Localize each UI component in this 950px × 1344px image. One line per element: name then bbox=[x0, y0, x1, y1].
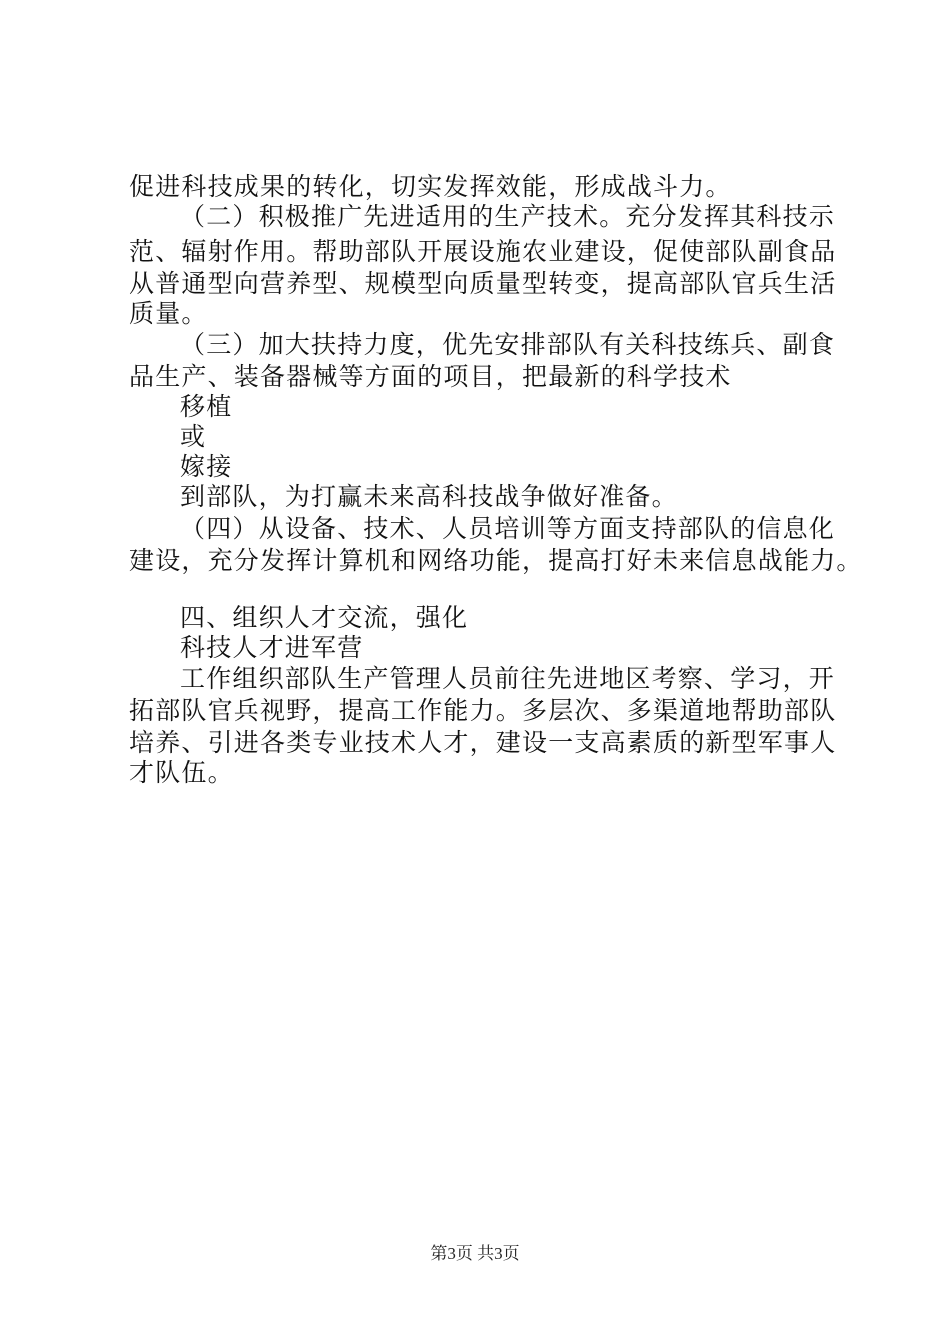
body-line-7: 品生产、装备器械等方面的项目，把最新的科学技术 bbox=[129, 362, 732, 391]
body-line-6: （三）加大扶持力度，优先安排部队有关科技练兵、副食 bbox=[180, 330, 836, 359]
body-line-8: 移植 bbox=[180, 392, 233, 421]
body-line-13: 建设，充分发挥计算机和网络功能，提高打好未来信息战能力。 bbox=[129, 546, 863, 575]
body-line-5: 质量。 bbox=[129, 299, 208, 328]
body-line-1: 促进科技成果的转化，切实发挥效能，形成战斗力。 bbox=[129, 172, 732, 201]
body-line-2: （二）积极推广先进适用的生产技术。充分发挥其科技示 bbox=[180, 202, 836, 231]
body-line-12: （四）从设备、技术、人员培训等方面支持部队的信息化 bbox=[180, 514, 836, 543]
body-line-9: 或 bbox=[180, 422, 207, 451]
body-line-3: 范、辐射作用。帮助部队开展设施农业建设，促使部队副食品 bbox=[129, 237, 837, 266]
section-heading-line-1: 四、组织人才交流，强化 bbox=[180, 603, 469, 632]
body-line-11: 到部队，为打赢未来高科技战争做好准备。 bbox=[180, 482, 678, 511]
body-line-17: 才队伍。 bbox=[129, 758, 234, 787]
body-line-10: 嫁接 bbox=[180, 452, 233, 481]
body-line-14: 工作组织部队生产管理人员前往先进地区考察、学习，开 bbox=[180, 664, 836, 693]
body-line-16: 培养、引进各类专业技术人才，建设一支高素质的新型军事人 bbox=[129, 728, 837, 757]
body-line-4: 从普通型向营养型、规模型向质量型转变，提高部队官兵生活 bbox=[129, 269, 837, 298]
section-heading-line-2: 科技人才进军营 bbox=[180, 633, 364, 662]
body-line-15: 拓部队官兵视野，提高工作能力。多层次、多渠道地帮助部队 bbox=[129, 696, 837, 725]
page-number-footer: 第3页 共3页 bbox=[430, 1244, 520, 1263]
